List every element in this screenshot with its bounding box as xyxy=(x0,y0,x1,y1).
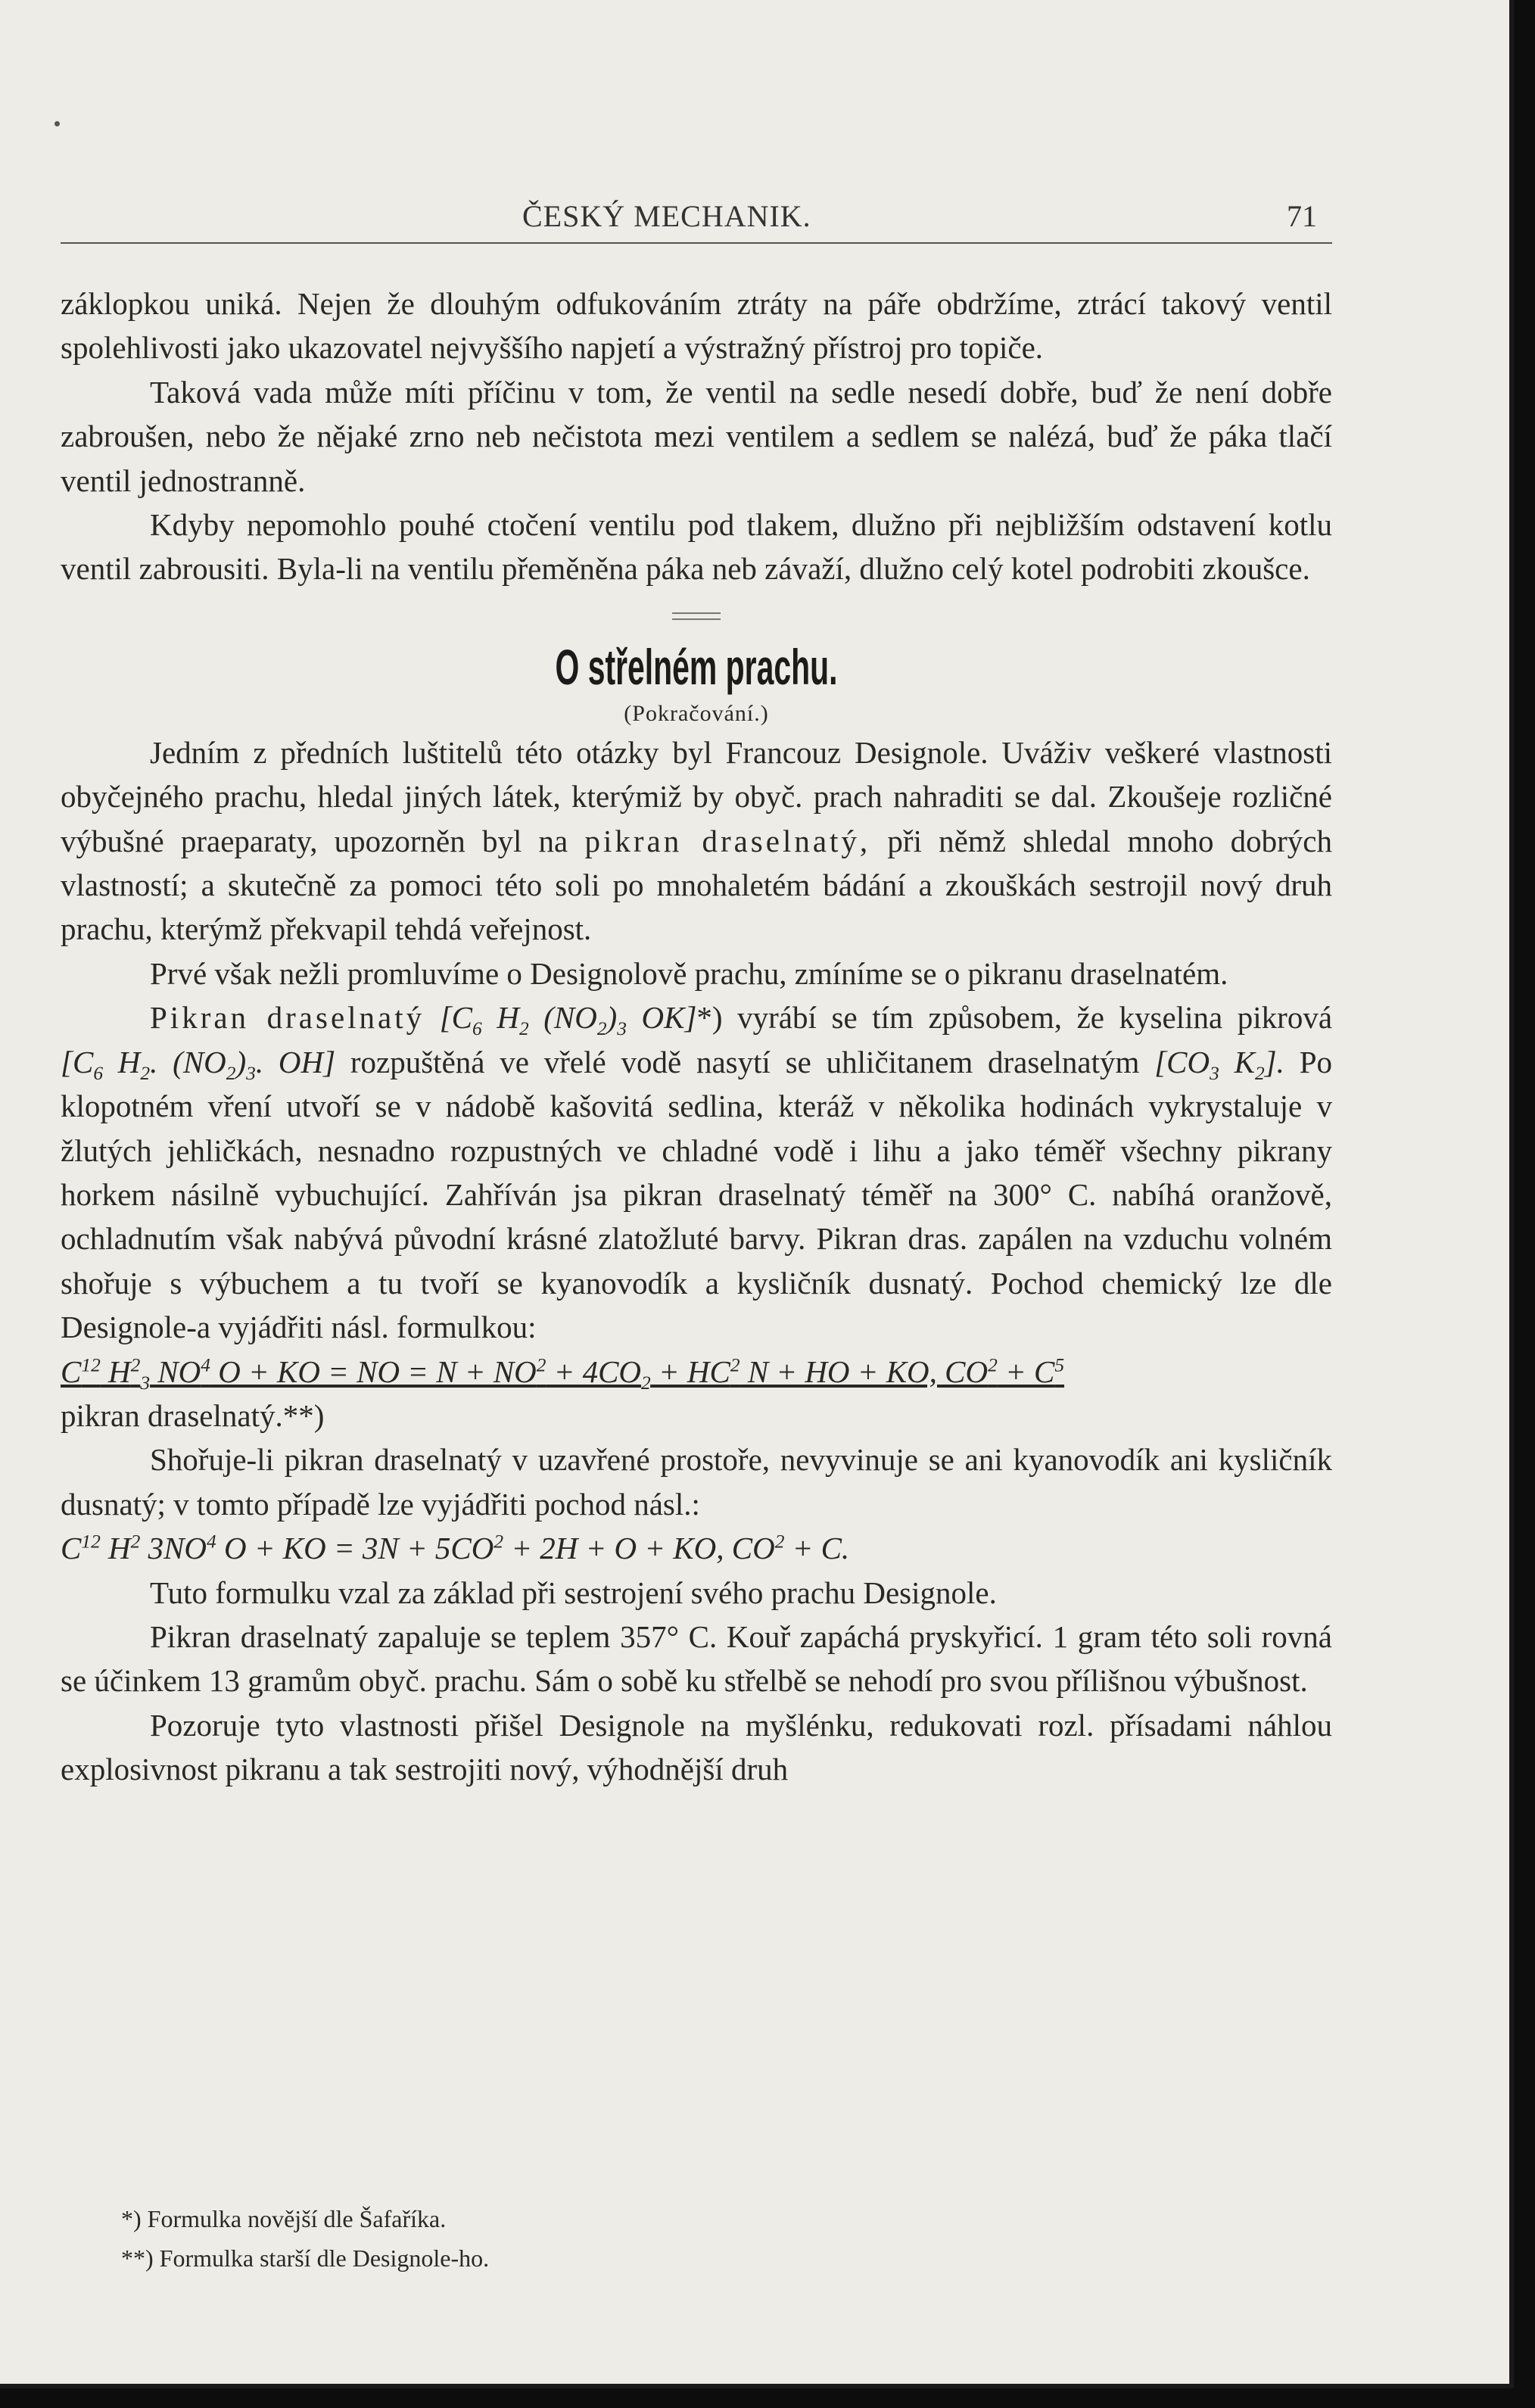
formula-label: pikran draselnatý. xyxy=(61,1397,283,1433)
footnote-2: **) Formulka starší dle Designole-ho. xyxy=(121,2244,490,2272)
header-rule xyxy=(61,242,1332,244)
paragraph-3-b: rozpuštěná ve vřelé vodě nasytí se uhličitanem draselnatým xyxy=(350,1044,1140,1079)
formula-line-3 xyxy=(61,1526,1332,1570)
article-subtitle: (Pokračování.) xyxy=(624,700,769,726)
formula-line-1 xyxy=(61,1350,1332,1394)
continuation-paragraph-1: záklopkou uniká. Nejen že dlouhým odfukováním ztráty na páře obdržíme, ztrácí takový ventil spolehlivosti jako ukazovatel nejvyššího napjetí a výstražný přístroj pro topiče. xyxy=(61,286,1332,366)
footnote-marker-1: *) xyxy=(696,1000,723,1036)
footnote-marker-2: **) xyxy=(282,1397,325,1433)
formula-line-2 xyxy=(61,1394,1332,1438)
body-text xyxy=(61,282,1332,1792)
article-title: O střelném prachu. xyxy=(555,638,838,695)
footnote-1: *) Formulka novější dle Šafaříka. xyxy=(121,2205,447,2232)
footnotes xyxy=(121,2199,1256,2278)
formula-older: $C^{12}$ $H^2_3$ $NO^4$ O + KO = NO = $N + NO^2 + 4CO_2 + HC^2$ N + HO + KO, $CO^2 + C^5$ xyxy=(61,1354,1065,1394)
formula-closed-space: $C^{12}$ $H^2$ $3NO^4$ O + KO = $3N + 5CO^2 + 2H + O$ + KO, $CO^2 + C$. xyxy=(61,1531,850,1566)
article-paragraph-7: Pozoruje tyto vlastnosti přišel Designole na myšlénku, redukovati rozl. přísadami náhlou explosivnost pikranu a tak sestrojiti nový, výhodnější druh xyxy=(61,1707,1332,1787)
paragraph-1-text: Jedním z předních luštitelů této otázky byl Francouz Designole. Uváživ veškeré vlastnosti obyčejného prachu, hledal jiných látek, kterýmiž by obyč. prach nahraditi se dal. Zkoušeje rozličné výbušné praeparaty, upozorněn byl na xyxy=(61,734,1332,858)
pikran-term: pikran draselnatý, xyxy=(584,823,871,858)
article-paragraph-5: Tuto formulku vzal za základ při sestrojení svého prachu Designole. xyxy=(150,1575,997,1610)
continuation-paragraph-3: Kdyby nepomohlo pouhé ctočení ventilu pod tlakem, dlužno při nejbližším odstavení kotlu ventil zabrousiti. Byla-li na ventilu přeměněna páka neb závaží, dlužno celý kotel podrobiti zkoušce. xyxy=(61,507,1332,587)
article-paragraph-3 xyxy=(61,995,1332,1349)
article-paragraph-1 xyxy=(61,730,1332,952)
formula-kyselina-pikrova: [$C_6$ $H_2$. $(NO_2)_3$. OH] xyxy=(61,1044,336,1084)
section-separator xyxy=(672,612,721,620)
formula-pikran-draselnaty: [$C_6$ $H_2$ $(NO_2)_3$ OK] xyxy=(439,1000,697,1040)
article-paragraph-4: Shořuje-li pikran draselnatý v uzavřené prostoře, nevyvinuje se ani kyanovodík ani kysličník dusnatý; v tomto případě lze vyjádřiti pochod násl.: xyxy=(61,1442,1332,1522)
paragraph-3-c: Po klopotném vření utvoří se v nádobě kašovitá sedlina, kteráž v několika hodinách vykrystaluje v žlutých jehličkách, nesnadno rozpustných ve chladné vodě i lihu a jako téměř všechny pikrany horkem násilně vybuchující. Zahříván jsa pikran draselnatý téměř na 300° C. nabíhá oranžově, ochladnutím však nabývá původní krásné zlatožluté barvy. Pikran dras. zapálen na vzduchu volném shořuje s výbuchem a tu tvoří se kyanovodík a kysličník dusnatý. Pochod chemický lze dle Designole-a vyjádřiti násl. formulkou: xyxy=(61,1044,1332,1345)
pikran-heading-term: Pikran draselnatý xyxy=(150,1000,425,1036)
speck xyxy=(54,121,60,126)
formula-uhlicitan: [$CO_3$ $K_2$]. xyxy=(1154,1044,1284,1084)
paragraph-1-end: při němž shledal mnoho dobrých vlastností; a skutečně za pomoci této soli po mnohaletém bádání a zkouškách sestrojil nový druh prachu, kterýmž překvapil tehdá veřejnost. xyxy=(61,823,1333,947)
page-number: 71 xyxy=(1287,199,1317,233)
paragraph-3-a: vyrábí se tím způsobem, že kyselina pikrová xyxy=(737,1000,1333,1036)
continuation-paragraph-2: Taková vada může míti příčinu v tom, že ventil na sedle nesedí dobře, buď že není dobře zabroušen, nebo že nějaké zrno neb nečistota mezi ventilem a sedlem se nalézá, buď že páka tlačí ventil jednostranně. xyxy=(61,374,1332,498)
article-paragraph-6: Pikran draselnatý zapaluje se teplem 357° C. Kouř zapáchá pryskyřicí. 1 gram této soli rovná se účinkem 13 gramům obyč. prachu. Sám o sobě ku střelbě se nehodí pro svou přílišnou výbušnost. xyxy=(61,1618,1332,1699)
running-header-title: ČESKÝ MECHANIK. xyxy=(522,199,811,233)
article-paragraph-2: Prvé však nežli promluvíme o Designolově prachu, zmíníme se o pikranu draselnatém. xyxy=(150,955,1228,991)
